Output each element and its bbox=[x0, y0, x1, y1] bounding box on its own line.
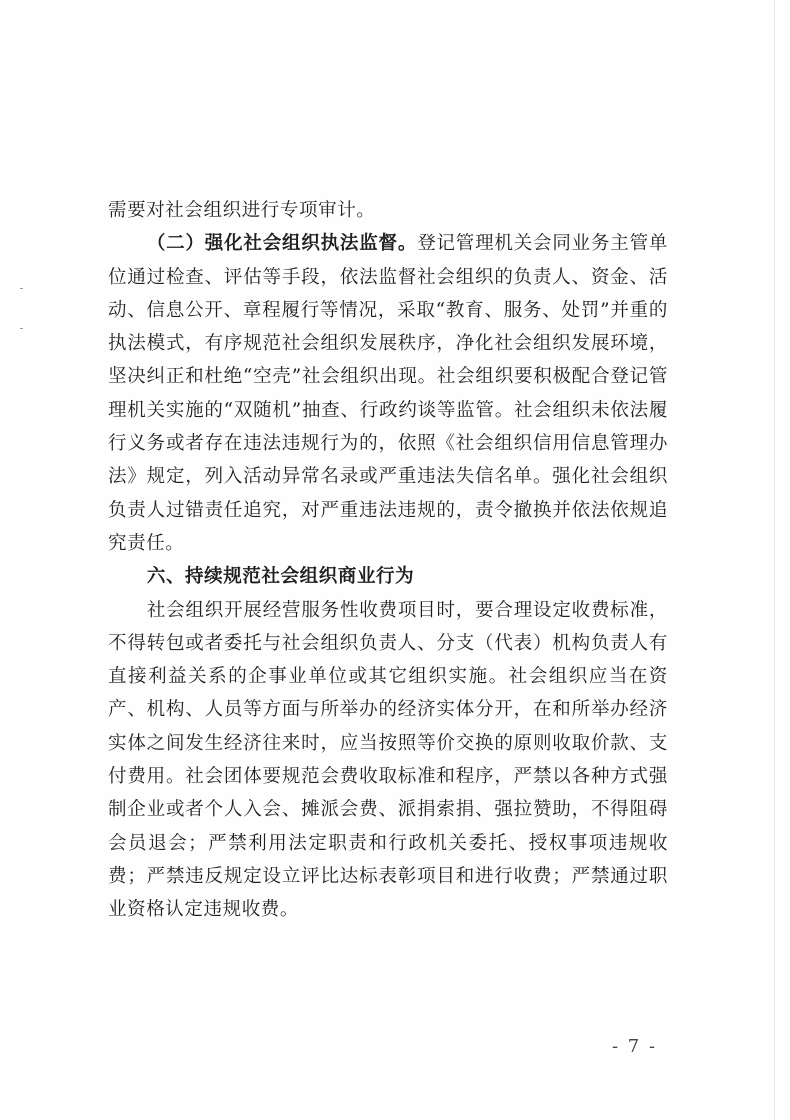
scan-mark bbox=[20, 288, 23, 289]
document-body bbox=[108, 194, 668, 927]
paragraph-supervision bbox=[108, 227, 668, 560]
paragraph-text: 登记管理机关会同业务主管单位通过检查、评估等手段，依法监督社会组织的负责人、资金、活动、信息公开、章程履行等情况，采取“教育、服务、处罚”并重的执法模式，有序规范社会组织发展秩序，净化社会组织发展环境，坚决纠正和杜绝“空壳”社会组织出现。社会组织要积极配合登记管理机关实施的“双随机”抽查、行政约谈等监管。社会组织未依法履行义务或者存在违法违规行为的，依照《社会组织信用信息管理办法》规定，列入活动异常名录或严重违法失信名单。强化社会组织负责人过错责任追究，对严重违法违规的，责令撤换并依法依规追究责任。 bbox=[108, 233, 668, 554]
paragraph-continuation bbox=[108, 194, 668, 227]
paragraph-commercial-conduct bbox=[108, 594, 668, 927]
section-heading: 六、持续规范社会组织商业行为 bbox=[146, 566, 415, 588]
paragraph-lead-heading: （二）强化社会组织执法监督。 bbox=[146, 233, 418, 255]
paragraph-text: 需要对社会组织进行专项审计。 bbox=[108, 200, 376, 221]
page-edge-line bbox=[774, 0, 775, 1120]
paragraph-text: 社会组织开展经营服务性收费项目时，要合理设定收费标准，不得转包或者委托与社会组织负责人、分支（代表）机构负责人有直接利益关系的企事业单位或其它组织实施。社会组织应当在资产、机构、人员等方面与所举办的经济实体分开，在和所举办经济实体之间发生经济往来时，应当按照等价交换的原则收取价款、支付费用。社会团体要规范会费收取标准和程序，严禁以各种方式强制企业或者个人入会、摊派会费、派捐索捐、强拉赞助，不得阻碍会员退会；严禁利用法定职责和行政机关委托、授权事项违规收费；严禁违反规定设立评比达标表彰项目和进行收费；严禁通过职业资格认定违规收费。 bbox=[108, 599, 668, 921]
page-number: - 7 - bbox=[612, 1036, 658, 1057]
scan-mark bbox=[20, 328, 23, 329]
